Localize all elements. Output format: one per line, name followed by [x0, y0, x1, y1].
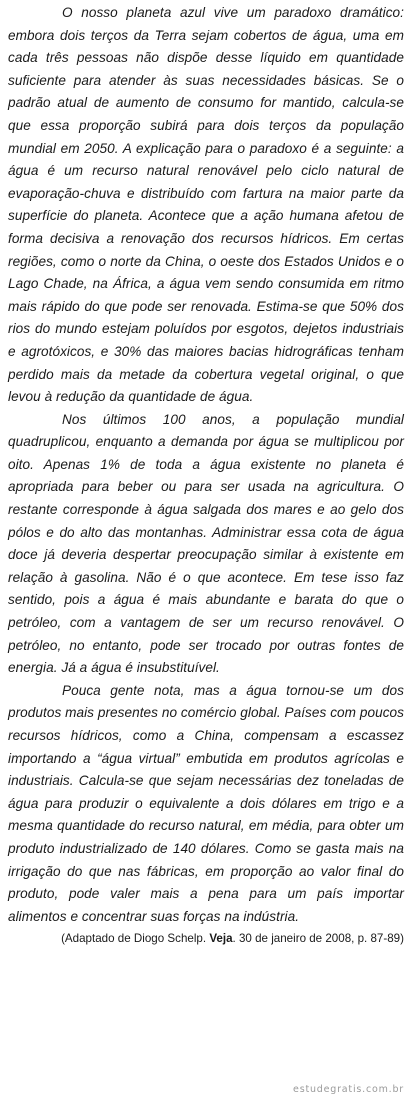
- citation-suffix: . 30 de janeiro de 2008, p. 87-89): [232, 932, 404, 946]
- document-page: [8, 2, 404, 948]
- site-watermark: estudegratis.com.br: [293, 1084, 404, 1095]
- paragraph-1: O nosso planeta azul vive um paradoxo dramático: embora dois terços da Terra sejam cobertos de água, uma em cada três pessoas não dispõe desse líquido em quantidade suficiente para atender às suas necessidades básicas. Se o padrão atual de aumento de consumo for mantido, calcula-se que essa proporção subirá para dois terços da população mundial em 2050. A explicação para o paradoxo é a seguinte: a água é um recurso natural renovável pelo ciclo natural de evaporação-chuva e distribuído com fartura na maior parte da superfície do planeta. Acontece que a ação humana afetou de forma decisiva a renovação dos recursos hídricos. Em certas regiões, como o norte da China, o oeste dos Estados Unidos e o Lago Chade, na África, a água vem sendo consumida em ritmo mais rápido do que pode ser renovada. Estima-se que 50% dos rios do mundo estejam poluídos por esgotos, dejetos industriais e agrotóxicos, e 30% das maiores bacias hidrográficas tenham perdido mais da metade da cobertura vegetal original, o que levou à redução da quantidade de água.: [8, 5, 404, 405]
- article-body: [8, 2, 404, 928]
- paragraph-2: Nos últimos 100 anos, a população mundial quadruplicou, enquanto a demanda por água se multiplicou por oito. Apenas 1% de toda a água existente no planeta é apropriada para beber ou para ser usada na agricultura. O restante corresponde à água salgada dos mares e ao gelo dos pólos e do alto das montanhas. Administrar essa cota de água doce já deveria despertar preocupação similar à existente em relação à gasolina. Não é o que acontece. Em tese isso faz sentido, pois a água é mais abundante e barata do que o petróleo, com a vantagem de ser um recurso renovável. O petróleo, no entanto, pode ser trocado por outras fontes de energia. Já a água é insubstituível.: [8, 411, 404, 676]
- source-citation: [8, 930, 404, 948]
- paragraph-3: Pouca gente nota, mas a água tornou-se um dos produtos mais presentes no comércio global. Países com poucos recursos hídricos, como a China, compensam a escassez importando a “água virtual” embutida em produtos agrícolas e industriais. Calcula-se que sejam necessárias dez toneladas de água para produzir o equivalente a dois dólares em trigo e a mesma quantidade do recurso natural, em média, para obter um produto industrializado de 140 dólares. Como se gasta mais na irrigação do que nas fábricas, em proporção ao valor final do produto, pode valer mais a pena para um país importar alimentos e concentrar suas forças na indústria.: [8, 682, 404, 924]
- citation-source: Veja: [209, 932, 233, 946]
- citation-prefix: (Adaptado de Diogo Schelp.: [61, 932, 210, 946]
